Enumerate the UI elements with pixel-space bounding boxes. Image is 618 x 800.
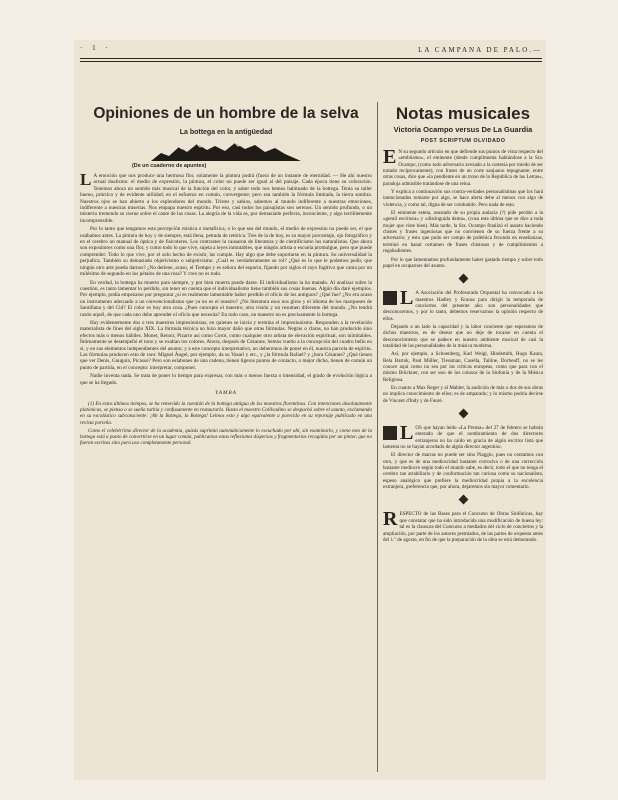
magazine-page (74, 40, 546, 780)
right-article-title: Notas musicales (395, 104, 531, 123)
right-article-subtitle: Victoria Ocampo versus De La Guardia (393, 125, 533, 134)
page-mark: · 1 · (80, 44, 112, 52)
music-note-section (383, 422, 543, 491)
section-ornament (458, 495, 468, 505)
drop-cap-block (383, 426, 397, 440)
section-ornament (458, 409, 468, 419)
drop-cap-block (383, 291, 397, 305)
left-article-title: Opiniones de un hombre de la selva (93, 105, 359, 122)
left-article-subtitle: La bottega en la antigüedad (179, 129, 273, 136)
right-paragraph: OS que hayan leído «La Prensa» del 27 de febrero se habrán enterado de que el nombramiento de dos directores extranjeros no ha caído en gracia de algún escritor lista que lamenta no se hayan acordado de algún director argentino. (383, 425, 543, 451)
left-footnotes (80, 401, 372, 446)
right-paragraph: N su segundo artículo en que defiende sus puntos de vista respecto del «embiismo», el eminente (desde cumplimenta hablándose a la Sra. Ocampo, (como todo adversario avezado a la cortesía por miedo de ser tratado recíprocamente), con frases de un corte sanjuano repugnante; entre otras cosas, dice que «la pendiente en un trono de la República de las Letras», paradoja admisible tratándose de una reina. (383, 149, 543, 187)
music-note-section (383, 508, 543, 543)
drop-cap-letter: R (383, 508, 398, 531)
footnote: Como el celebérrimo director de la academia, quizás suprimió automáticamente lo escuchado por ahí, sin examinarlo, y como esto de la bottega está a punto de convertirse en un lugar común, publicamos estas reflexiones dispersas y fragmentarias recogidas por un pintor, que no fueron escritas sino para uso completamente personal. (80, 427, 372, 447)
right-paragraph: El director de marras no puede ser sino Piaggio, pues no contamos con otro, y que es de una mediocridad bastante corrosiva o de una corrección bastante mediocre según todo el mundo sabe, es decir, todo el que no tenga el cerebro tan atrabiliario y de conformación tan curiosa como su nacionalista, espeso analógico que prefiere la mediocridad propia a la excelencia extranjera, preferencia que, por ahora, dejaremos sin mayor comentario. (383, 452, 543, 491)
drop-cap-letter: E (383, 146, 397, 168)
drop-cap-letter: L (80, 170, 92, 189)
right-paragraph: Dejando a un lado la capacidad y la labor conciente que esperamos de dichos maestros, es de desear que no deje de tocarse en cuenta el desconocimiento que se padece en nuestro ambiente musical de casi la totalidad de las personalidades de la música moderna. (383, 323, 543, 349)
left-article-body (80, 170, 372, 386)
left-article-caption: (De un cuaderno de apuntes) (132, 163, 207, 169)
music-note-section (383, 146, 543, 269)
left-paragraph: Por lo tanto que tengamos esta percepción mística o metafísica, o lo que sea del mundo, el medio de expresión no puede ser, el que usábamos antes. La pintura de hoy y de siempre, está llena, petrada de retórica. Tres de la de hoy, es su mayor porcentaje, ojo fotográfico y en el cerebro un manual de óptica y de fisicoteres. Los contrastes la causaron de literatura y de científicismo los naturalistas. Que ahora son expositores como una flor, y como todo lo que vive, sujeta a leyes inmutables, que ningún artista o escuela promulgue, pero que puede comprender: Todo lo que vive, por el solo hecho de existir, las cumple. Hay algo que debe soportarse en la pintura. Su universalidad la perjudica. También su demasiado objetivismo o subjetivismo. ¿Cuál es verdaderamente su rol? ¿Qué es lo que le podemos pedir, que ningún otro arte pueda darnos? ¿No detiene, acaso, el Tiempo y es señora del espacio, fijando por siglos el rayo fugitivo que canta por un milésimo de segundo en los pétalos de una rosa? Y creo no es todo. (80, 226, 372, 278)
right-paragraph: Por lo que lamentamos profundamente haber gastado tiempo y sobre todo papel en ocuparnos del asunto. (383, 256, 543, 269)
right-paragraph: El eminente esteta, asustado de su propia audacia (?) pide perdón a la «gentil escritora» y «distinguida dama», (cosa esta última que se dice a toda mujer que viste bien). Más tarde, la Sra. Ocampo finalizó el asunto haciendo chistes y frases ingeniosas que no convienen de su fuerza frente a su adversario; y esto que pudo ser campo de polémica fecundo en enseñanzas, terminó en banal certamen de frases chistosas y de cumplimientos a regañadientes. (383, 210, 543, 255)
mountain-illustration (151, 141, 301, 161)
header-rule-thin (80, 61, 542, 62)
right-paragraph: Así, por ejemplo, a Schoenberg, Karl Weigl, Hindemith, Hugo Kauta, Bela Bartok, Paul Müller, Tiessman, Casella, Tailine, Dorbeuff, no se les conoce aquí como no sea por las críticas europeas, como que para con el mismo Brückner, con ser uno de los colosos de la Sinfonía y de la Música Religiosa. (383, 351, 543, 383)
right-article-kicker: POST SCRIPTUM OLVIDADO (420, 138, 506, 144)
footnote: (1) En estos últimos tiempos, se ha removido la cuestión de la bottega antigua de los maestros florentinos. Con intenciones absolutamente platónicas, se piensa o se sueña turbia y confusamente en restaurarla. Hasta el maestro Collivadino se despachó sobre el asunto, exclamando en su escolástico subconsciente: ¡Ah la Bottega, la Bottega! Leimos esto y algo equivalente a parecido en su reportaje publicado en una revista porteña. (80, 401, 372, 426)
left-article (80, 104, 372, 448)
section-ornament (458, 274, 468, 284)
column-divider (377, 102, 378, 772)
right-paragraph: En cuanto a Max Reger y al Mahler, la audición de más o dos de sus obras no implica conocimiento de ellos; es de amparado; y lo mismo podría decirse de Vincent d'Indy y de Fauré. (383, 385, 543, 404)
right-paragraph: ESPECTO de las Bases para el Concurso de Obras Sinfónicas, hay que constatar que ha sido introducida una modificación de buena ley: tal es la clausura del Concurso a mediados del ciclo de conciertos y la ampliación, por parte de los autores premiados, de las partes de orquesta antes del 1.º de agosto, en fin de que la preparación de la obra se está demorando. (383, 511, 543, 543)
right-paragraph: Y explica a continuación sus contra-verdades personalísimas que los hará intencionados tomarse por algo, se hace alerta debe al menos con algo de violencia, y como tal, digna de ser combatido. Pero nada de esto. (383, 189, 543, 208)
running-head: LA CAMPANA DE PALO.— (418, 46, 542, 54)
music-note-section (383, 287, 543, 404)
right-paragraph: A Asociación del Profesorado Orquestal ha convocado a los maestros Hadley y Krauss para dirigir la temporada de conciertos del presente año: son personalidades que desconocemos, y por lo tanto, debemos reservarnos la opinión respecto de ellos. (383, 290, 543, 322)
left-paragraph: Hay evidentemente dos o tres maestros impresionistas, en quienes se inicia y termina el impresionismo. Responden a la revelación materialista de fines del siglo XIX. La fórmula técnica no hizo mayor daño que otras fórmulas. Negras o claras, no han producido sino efectos más o menos hábiles. Monet, Renoir, Pizarro así como Corot, como cualquier otro artista de elevación espiritual, son inimitables. Íntimamente se desempeñó el tono y se exaltan los colores. Ahora, después de Cézanne, hemos vuelto a la concepción del cuadro bello en sí, y en sus elementos independientes del asunto; y a este concepto interpretativo, no deberemos de poner en él, nuestra parcela de espíritu. Las fórmulas producen esto de raro: Miguel Ángel, por ejemplo, da su Vasari y etc., y ¿la fórmula Rafael? y ¿hora Cézanne? ¿Qué tienen que ver Denis, Gauguin, Picasso? Pero son eslabones de una cadena, tienen ligeros puntos de contacto, o mejor dicho, tienen de común un punto de partida, en el concepto: interpretar, componer. (80, 319, 372, 371)
drop-cap-letter: L (400, 287, 414, 310)
left-paragraph: En verdad, la bottega ha muerto para siempre, y por bien muerta puede darse. El individualismo la ha matado. Al analizar sobre la cuestión, es tanto lamentar lo perdido, sin tener en cuenta que el individualismo tiene también sus cosas buenas. Algún día daré ejemplos. Por ejemplo, podía empezarse por preguntar ¿si es realmente lamentable haber perdido el oficio de los antiguos? ¿Qué fue? ¿No era acaso un instrumento adecuado a un convencionalismo que ya no es el nuestro? ¿No literatura esos nos giros y el idioma de los marqueses de Santillana y del Cid? El color es hoy otra cosa. ¿Pues concepto el maestro, otra visión y un resumen diferente del mundo. ¿No tendrá razón aquél, de que cada uno debe aprender el oficio que necesita? En todo caso, un maestro no es precisamente la bottega. (80, 279, 372, 318)
drop-cap-letter: L (400, 422, 414, 445)
left-paragraph: Nadie inventa nada. Se trata de poner lo tiempo para expresar, con más o menos fuerza o intensidad, el grado de evolución lógica a que se ha llegado. (80, 373, 372, 386)
left-paragraph: A emoción que nos produce una hermosa flor, solamente la pintura podrá (fuera de un instante de eternidad. — He ahí nuestro actual dualismo: el medio de expresión, la pintura, el color no puede ser igual al del paisaje. Cada época tiene su coloración. Tenemos ahora un sentido más musical de la función del color, y saber todo nos hemos habituado de la bottega. Tenía su taller bueno, práctico y de evidente utilidad; en el esfuerzo en común, convergente; pero esa también la fórmula limitada, la tierra sombra. Nuestros ojos se han abierto a los esplendores del mundo. Tristes y sabios, sabemos al mundo indiferente a nuestras emociones, indiferente a nuestras miserias. Nos empapa nuestro espíritu. Por eso, casi todos los paisajistas son serenos. Un sentido profundo, o un misterio tremendo se cierne sobre el cante de las cosas. La alegría de la vida es, por demasiado perfecta, inconciente, y algo terriblemente incomprensible. (80, 173, 372, 224)
header-rule (80, 58, 542, 59)
left-signature: YAMBA (215, 390, 237, 396)
right-article (383, 104, 543, 545)
